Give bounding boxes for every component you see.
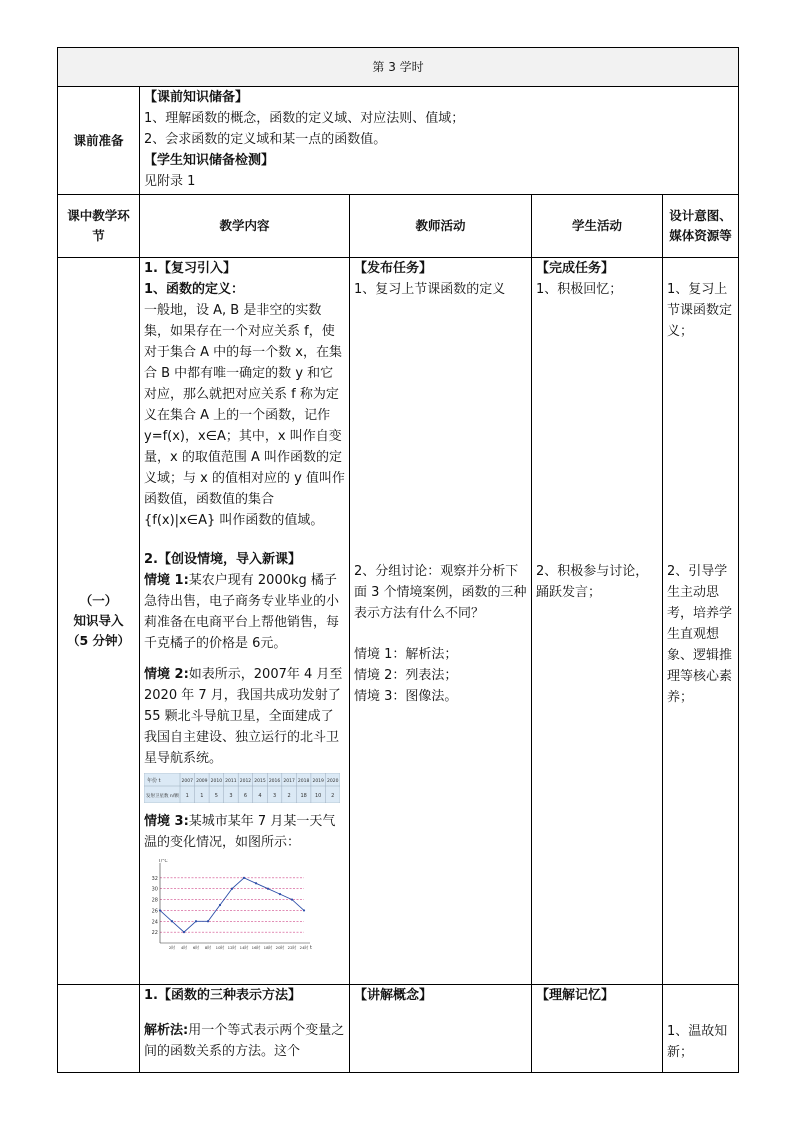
intent-1: 1、复习上节课函数定义； [667,282,733,339]
teacher-task-heading: 【发布任务】 [354,261,433,276]
header-row [58,48,739,87]
section2-intent [663,985,739,1073]
temperature-chart [144,859,314,957]
beidou-year-cell: 2015 [254,779,266,784]
student-task-heading: 【完成任务】 [536,261,615,276]
chart-data-point [255,882,257,884]
teacher-explain-heading: 【讲解概念】 [354,988,433,1003]
col-student: 学生活动 [532,195,663,258]
beidou-count-cell: 1 [200,793,204,799]
prep-row [58,87,739,195]
review-heading: 1.【复习引入】 [144,261,236,276]
teacher-method-2: 情境 2：列表法； [354,668,458,683]
section1-label-b: 知识导入 [73,613,124,628]
beidou-row2-label: 发射卫星数 n/颗 [146,794,179,799]
section1-intent [663,258,739,985]
chart-x-tick: 18时 [263,945,273,950]
col-stage: 课中教学环节 [58,195,140,258]
chart-x-tick: 8时 [204,945,212,950]
column-header-row [58,195,739,258]
beidou-count-cell: 2 [287,793,291,799]
scenario-1 [144,570,345,654]
chart-x-tick: 16时 [251,945,261,950]
chart-y-tick: 26 [151,908,158,915]
beidou-count-cell: 2 [331,793,335,799]
chart-data-point [219,904,221,906]
student-memory-heading: 【理解记忆】 [536,988,615,1003]
beidou-count-cell: 5 [214,793,218,799]
beidou-year-cell: 2016 [268,779,281,784]
section2-student [532,985,663,1073]
beidou-year-cell: 2011 [225,779,237,784]
prep-heading-2: 【学生知识储备检测】 [144,153,275,168]
beidou-table [144,773,340,803]
scenario-1-text: 某农户现有 2000kg 橘子急待出售，电子商务专业毕业的小莉准备在电商平台上帮他销售，每千克橘子的价格是 6元。 [144,573,340,651]
chart-data-point [243,877,245,879]
chart-x-tick: 14时 [239,945,249,950]
section1-label-a: （一） [79,593,118,608]
prep-line-2: 2、会求函数的定义域和某一点的函数值。 [144,132,387,147]
intent-3: 1、温故知新； [667,1024,728,1060]
beidou-row1-label: 年份 t [147,778,161,784]
beidou-year-cell: 2019 [312,779,324,784]
col-intent: 设计意图、媒体资源等 [663,195,739,258]
prep-line-1: 1、理解函数的概念，函数的定义域、对应法则、值域； [144,111,465,126]
prep-label: 课前准备 [58,87,140,195]
beidou-count-cell: 3 [229,793,233,799]
analytic-label: 解析法: [144,1023,189,1038]
prep-content [140,87,739,195]
section1-teacher [350,258,532,985]
scenario-2 [144,664,345,769]
definition-text: 一般地，设 A, B 是非空的实数集，如果存在一个对应关系 f，使对于集合 A 中的每一个数 x，在集合 B 中都有唯一确定的数 y 和它对应，那么就把对应关系 f 称为定义在集合 A 上的一个函数，记作 y=f(x)，x∈A；其中，x 叫作自变量，x 的取值范围 A 叫作函数的定义域；与 x 的值相对应的 y 值叫作函数值，函数值的集合 {f(x)|x∈A} 叫作函数的值域。 [144,303,345,528]
chart-y-tick: 32 [151,875,158,882]
scenario-2-label: 情境 2: [144,667,189,682]
chart-y-tick: 22 [151,930,158,937]
section2-row [58,985,739,1073]
section1-row [58,258,739,985]
prep-heading-1: 【课前知识储备】 [144,90,249,105]
student-task-1: 1、积极回忆； [536,282,623,297]
prep-line-3: 见附录 1 [144,174,196,189]
chart-x-tick: 2时 [168,945,176,950]
chart-x-tick: 24时 [299,945,309,950]
teacher-task-1: 1、复习上节课函数的定义 [354,282,506,297]
section2-teacher [350,985,532,1073]
chart-series-line [160,878,304,932]
chart-data-point [171,920,173,922]
teacher-method-1: 情境 1：解析法； [354,647,458,662]
scenario-heading: 2.【创设情境，导入新课】 [144,552,301,567]
chart-data-point [231,888,233,890]
chart-data-point [279,893,281,895]
chart-x-tick: 12时 [227,945,237,950]
chart-x-tick: 10时 [215,945,225,950]
chart-x-tick: 6时 [192,945,200,950]
beidou-year-cell: 2017 [283,779,295,784]
lesson-plan-document [57,47,738,1072]
student-task-2: 2、积极参与讨论，踊跃发言； [536,564,649,600]
beidou-year-cell: 2012 [239,779,252,784]
beidou-year-cell: 2010 [210,779,223,784]
chart-data-point [303,909,305,911]
chart-data-point [207,920,209,922]
beidou-count-cell: 18 [300,793,307,799]
definition-heading: 1、函数的定义： [144,282,245,297]
beidou-count-cell: 1 [185,793,189,799]
section1-content [140,258,350,985]
chart-y-tick: 28 [151,897,158,904]
analytic-method [144,1020,345,1062]
chart-y-tick: 30 [151,886,158,893]
scenario-2-text: 如表所示，2007年 4 月至 2020 年 7 月，我国共成功发射了 55 颗北斗导航卫星，全面建成了我国自主建设、独立运行的北斗卫星导航系统。 [144,667,343,766]
chart-data-point [267,888,269,890]
beidou-year-cell: 2020 [327,779,339,784]
chart-data-point [291,898,293,900]
intent-2: 2、引导学生主动思考，培养学生直观想象、逻辑推理等核心素养； [667,564,733,705]
beidou-year-cell: 2007 [181,779,193,784]
section1-student [532,258,663,985]
teacher-method-3: 情境 3：图像法。 [354,689,458,704]
chart-data-point [159,909,161,911]
section2-content [140,985,350,1073]
col-content: 教学内容 [140,195,350,258]
chart-y-tick: 24 [151,919,158,926]
col-teacher: 教师活动 [350,195,532,258]
chart-data-point [183,931,185,933]
beidou-count-cell: 3 [272,793,277,799]
section1-label [58,258,140,985]
beidou-year-cell: 2009 [196,779,208,784]
beidou-count-cell: 4 [258,793,262,799]
beidou-count-cell: 10 [314,793,322,799]
teacher-task-2: 2、分组讨论：观察并分析下面 3 个情境案例，函数的三种表示方法有什么不同？ [354,564,527,621]
scenario-1-label: 情境 1: [144,573,189,588]
chart-x-tick: 22时 [287,945,297,950]
section2-label [58,985,140,1073]
section1-label-c: （5 分钟） [66,633,131,648]
chart-x-tick: 4时 [180,945,188,950]
chart-x-label: t [310,945,312,951]
scenario-3-label: 情境 3: [144,814,189,829]
representation-heading: 1.【函数的三种表示方法】 [144,988,301,1003]
chart-x-tick: 20时 [275,945,285,950]
analytic-text: 用一个等式表示两个变量之间的函数关系的方法。这个 [144,1023,345,1059]
scenario-3-text: 某城市某年 7 月某一天气温的变化情况，如图所示： [144,814,336,850]
beidou-year-cell: 2018 [297,779,310,784]
beidou-count-cell: 6 [243,793,248,799]
chart-y-label: T/°C [158,859,168,864]
scenario-3 [144,811,345,853]
lesson-plan-table [57,47,739,1073]
chart-data-point [195,920,197,922]
lesson-title: 第 3 学时 [58,48,739,87]
